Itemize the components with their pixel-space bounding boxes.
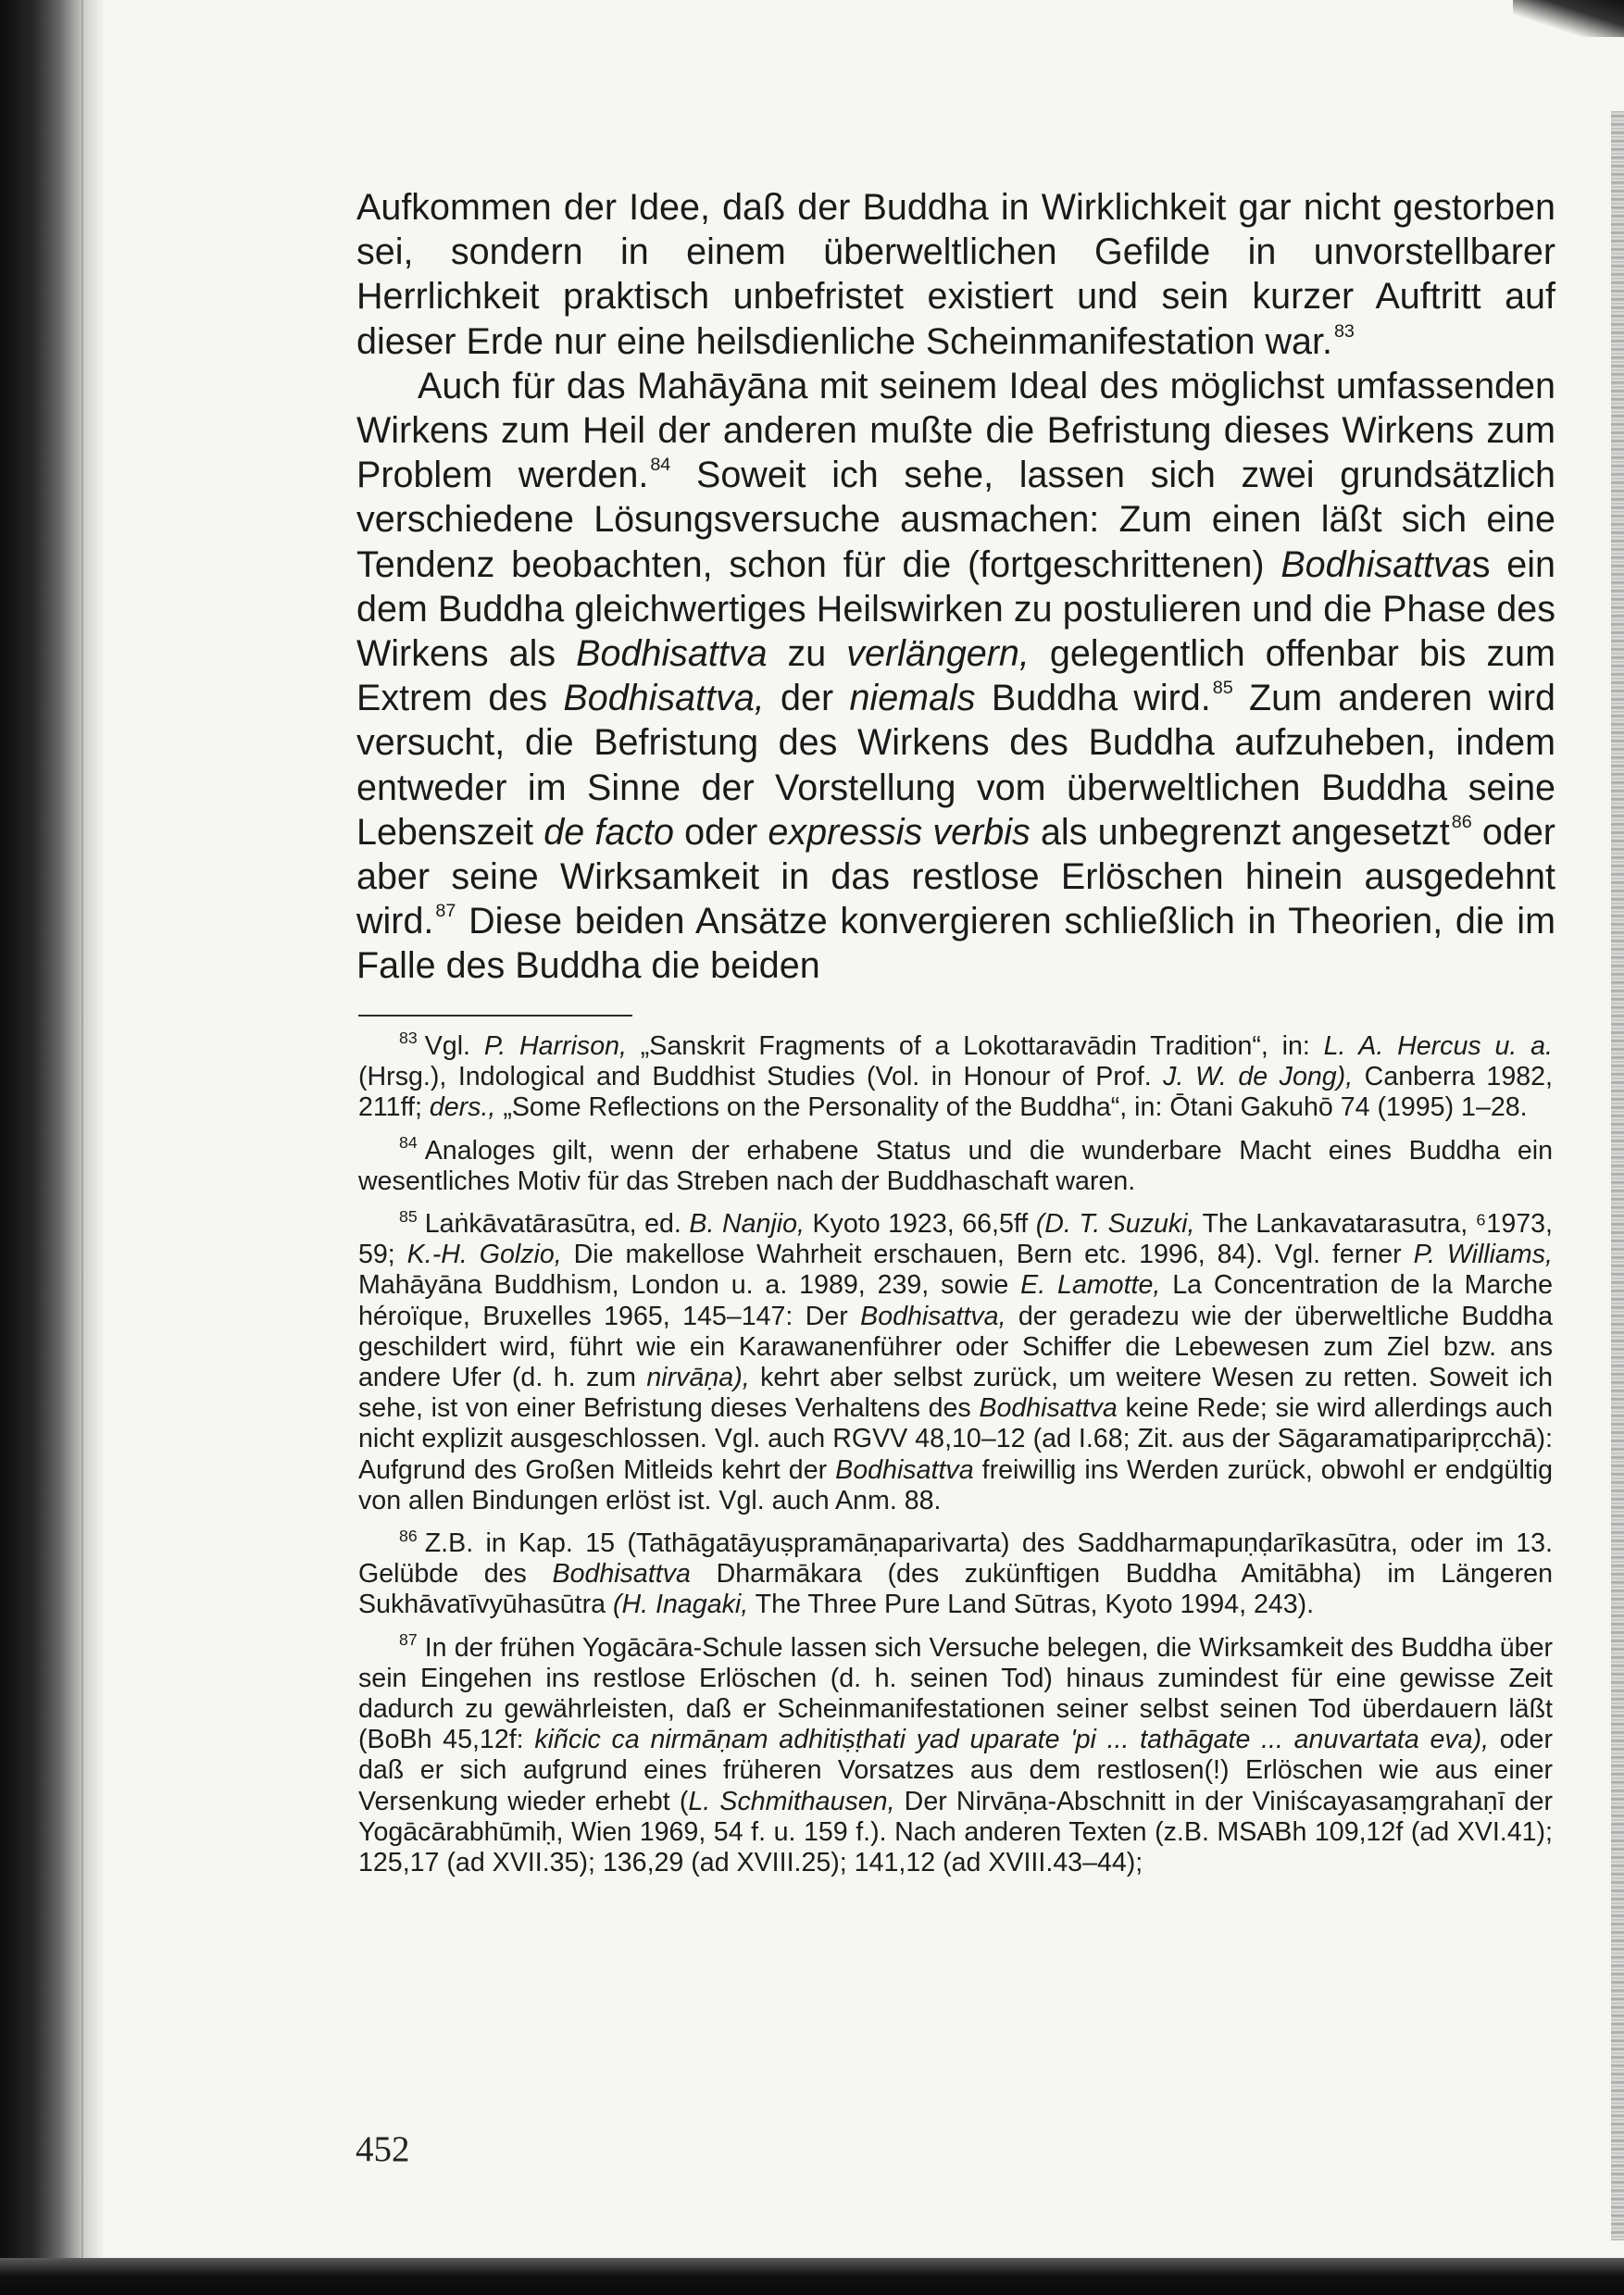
main-text	[356, 185, 1555, 989]
page-number: 452	[356, 2129, 410, 2169]
paragraph-2: Auch für das Mahāyāna mit seinem Ideal des möglichst umfassenden Wirkens zum Heil der anderen mußte die Befristung dieses Wirkens zum Problem werden. $^{84}$ Soweit ich sehe, lassen sich zwei grundsätzlich verschiedene Lösungsversuche ausmachen: Zum einen läßt sich eine Tendenz beobachten, schon für die (fortgeschrittenen) Bodhisattvas ein dem Buddha gleichwertiges Heilswirken zu postulieren und die Phase des Wirkens als Bodhisattva zu verlängern, gelegentlich offenbar bis zum Extrem des Bodhisattva, der niemals Buddha wird. $^{85}$ Zum anderen wird versucht, die Befristung des Wirkens des Buddha aufzuheben, indem entweder im Sinne der Vorstellung vom überweltlichen Buddha seine Lebenszeit de facto oder expressis verbis als unbegrenzt angesetzt $^{86}$ oder aber seine Wirksamkeit in das restlose Erlöschen hinein ausgedehnt wird. $^{87}$ Diese beiden Ansätze konvergieren schließlich in Theorien, die im Falle des Buddha die beiden	[356, 365, 1556, 987]
footnote-85: $^{85}$ Laṅkāvatārasūtra, ed. B. Nanjio, Kyoto 1923, 66,5ff (D. T. Suzuki, The Lankavatarasutra, ⁶1973, 59; K.-H. Golzio, Die makellose Wahrheit erschauen, Bern etc. 1996, 84). Vgl. ferner P. Williams, Mahāyāna Buddhism, London u. a. 1989, 239, sowie E. Lamotte, La Concentration de la Marche héroïque, Bruxelles 1965, 145–147: Der Bodhisattva, der geradezu wie der überweltliche Buddha geschildert wird, führt wie ein Karawanenführer oder Schiffer die Lebewesen zum Ziel bzw. ans andere Ufer (d. h. zum nirvāṇa), kehrt aber selbst zurück, um weitere Wesen zu retten. Soweit ich sehe, ist von einer Befristung dieses Verhaltens des Bodhisattva keine Rede; sie wird allerdings auch nicht explizit ausgeschlossen. Vgl. auch RGVV 48,10–12 (ad I.68; Zit. aus der Sāgaramatiparipṛcchā): Aufgrund des Großen Mitleids kehrt der Bodhisattva freiwillig ins Werden zurück, obwohl er endgültig von allen Bindungen erlöst ist. Vgl. auch Anm. 88.	[358, 1206, 1553, 1515]
scan-binding-shadow-left	[0, 0, 83, 2295]
paragraph-1: Aufkommen der Idee, daß der Buddha in Wirklichkeit gar nicht gestorben sei, sondern in einem überweltlichen Gefilde in unvorstellbarer Herrlichkeit praktisch unbefristet existiert und sein kurzer Auftritt auf dieser Erde nur eine heilsdienliche Scheinmanifestation war. $^{83}$	[356, 187, 1555, 362]
footnote-86: $^{86}$ Z.B. in Kap. 15 (Tathāgatāyuṣpramāṇaparivarta) des Saddharmapuṇḍarīkasūtra, oder im 13. Gelübde des Bodhisattva Dharmākara (des zukünftigen Buddha Amitābha) im Längeren Sukhāvatīvyūhasūtra (H. Inagaki, The Three Pure Land Sūtras, Kyoto 1994, 243).	[358, 1526, 1553, 1620]
scan-bottom-shadow	[0, 2258, 1624, 2295]
footnotes	[358, 1031, 1553, 1890]
footnote-separator	[358, 1015, 632, 1017]
footnote-ref-87: 87	[435, 901, 456, 922]
footnote-83: $^{83}$ Vgl. P. Harrison, „Sanskrit Fragments of a Lokottaravādin Tradition“, in: L. A. Hercus u. a. (Hrsg.), Indological and Buddhist Studies (Vol. in Honour of Prof. J. W. de Jong), Canberra 1982, 211ff; ders., „Some Reflections on the Personality of the Buddha“, in: Ōtani Gakuhō 74 (1995) 1–28.	[358, 1029, 1553, 1123]
page-edge-right	[1611, 111, 1624, 2240]
footnote-84: $^{84}$ Analoges gilt, wenn der erhabene Status und die wunderbare Macht eines Buddha ein wesentliches Motiv für das Streben nach der Buddhaschaft waren.	[358, 1133, 1553, 1196]
footnote-ref-85: 85	[1212, 678, 1233, 699]
footnote-ref-83: 83	[1333, 320, 1355, 342]
footnote-ref-84: 84	[650, 455, 671, 476]
page-gutter-shade	[81, 0, 106, 2295]
footnote-ref-86: 86	[1451, 812, 1472, 833]
scan-corner-shadow	[1513, 0, 1624, 37]
footnote-87: $^{87}$ In der frühen Yogācāra-Schule lassen sich Versuche belegen, die Wirksamkeit des Buddha über sein Eingehen ins restlose Erlöschen (d. h. seinen Tod) hinaus zumindest für eine gewisse Zeit dadurch zu gewährleisten, daß er Scheinmanifestationen seiner selbst seinen Tod überdauern läßt (BoBh 45,12f: kiñcic ca nirmāṇam adhitiṣṭhati yad uparate 'pi ... tathāgate ... anuvartata eva), oder daß er sich aufgrund eines früheren Vorsatzes aus dem restlosen(!) Erlöschen wie aus einer Versenkung wieder erhebt (L. Schmithausen, Der Nirvāṇa-Abschnitt in der Viniścayasaṃgrahaṇī der Yogācārabhūmiḥ, Wien 1969, 54 f. u. 159 f.). Nach anderen Texten (z.B. MSABh 109,12f (ad XVI.41); 125,17 (ad XVII.35); 136,29 (ad XVIII.25); 141,12 (ad XVIII.43–44);	[358, 1630, 1554, 1878]
